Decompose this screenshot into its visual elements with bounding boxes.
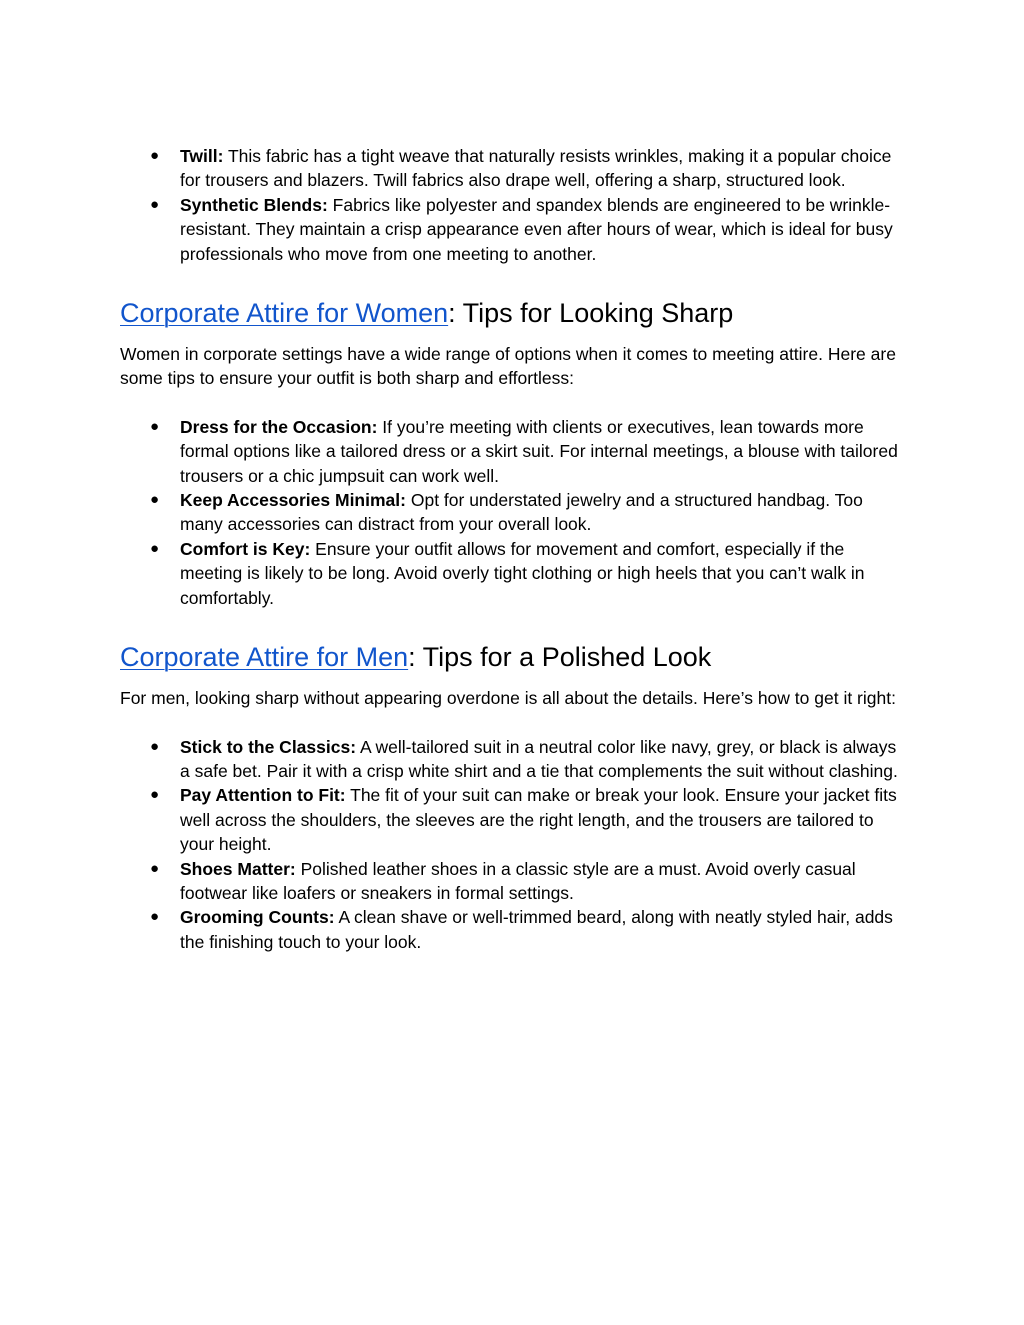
list-item-term: Twill:: [180, 146, 224, 166]
list-item-term: Comfort is Key:: [180, 538, 311, 559]
list-item-text: Fabrics like polyester and spandex blends are engineered to be wrinkle-resistant. They maintain a crisp appearance even after hours of wear, which is ideal for busy professionals who move from one meeting to another.: [180, 194, 893, 264]
bullet-icon: ●: [150, 908, 160, 926]
fabric-list: [120, 144, 910, 266]
list-item-text: If you’re meeting with clients or executives, lean towards more formal options like a tailored dress or a skirt suit. For internal meetings, a blouse with tailored trousers or a chic jumpsuit can work well.: [180, 416, 898, 486]
list-item-text: Ensure your outfit allows for movement and comfort, especially if the meeting is likely to be long. Avoid overly tight clothing or high heels that you can’t walk in comfortably.: [180, 538, 865, 608]
bullet-icon: ●: [150, 491, 160, 509]
bullet-icon: ●: [150, 195, 160, 213]
men-tips-list: [120, 735, 910, 955]
list-item: [120, 783, 910, 856]
women-intro-paragraph: Women in corporate settings have a wide range of options when it comes to meeting attire. Here are some tips to ensure your outfit is both sharp and effortless:: [120, 344, 896, 389]
list-item: [120, 905, 910, 954]
men-section-heading: [120, 640, 910, 674]
list-item-text: A clean shave or well-trimmed beard, along with neatly styled hair, adds the finishing touch to your look.: [180, 907, 893, 952]
list-item: [120, 537, 910, 610]
list-item-text: Opt for understated jewelry and a structured handbag. Too many accessories can distract from your overall look.: [180, 490, 863, 535]
list-item: [120, 735, 910, 784]
bullet-icon: ●: [150, 859, 160, 877]
bullet-icon: ●: [150, 786, 160, 804]
list-item-term: Keep Accessories Minimal:: [180, 490, 406, 511]
list-item-text: A well-tailored suit in a neutral color like navy, grey, or black is always a safe bet. Pair it with a crisp white shirt and a tie that complements the suit without clashing.: [180, 736, 898, 781]
list-item-term: Synthetic Blends:: [180, 194, 328, 215]
women-heading-rest: : Tips for Looking Sharp: [448, 298, 734, 329]
men-attire-link[interactable]: Corporate Attire for Men: [120, 642, 409, 673]
bullet-icon: ●: [150, 737, 160, 755]
women-tips-list: [120, 415, 910, 610]
bullet-icon: ●: [150, 539, 160, 557]
list-item: [120, 144, 910, 193]
list-item-text: This fabric has a tight weave that naturally resists wrinkles, making it a popular choice for trousers and blazers. Twill fabrics also drape well, offering a sharp, structured look.: [180, 146, 892, 191]
list-item: [120, 193, 910, 266]
list-item: [120, 488, 910, 537]
list-item-text: The fit of your suit can make or break your look. Ensure your jacket fits well across the shoulders, the sleeves are the right length, and the trousers are tailored to your height.: [180, 785, 897, 855]
women-section-heading: [120, 296, 910, 330]
bullet-icon: ●: [150, 147, 160, 164]
women-attire-link[interactable]: Corporate Attire for Women: [120, 298, 449, 329]
men-heading-rest: : Tips for a Polished Look: [408, 642, 712, 673]
list-item: [120, 857, 910, 906]
list-item-term: Stick to the Classics:: [180, 736, 357, 757]
list-item: [120, 415, 910, 488]
document-page: [120, 144, 910, 954]
bullet-icon: ●: [150, 417, 160, 435]
list-item-term: Grooming Counts:: [180, 907, 335, 928]
list-item-term: Pay Attention to Fit:: [180, 785, 346, 806]
men-intro-paragraph: For men, looking sharp without appearing overdone is all about the details. Here’s how to get it right:: [120, 688, 896, 709]
list-item-term: Dress for the Occasion:: [180, 416, 378, 437]
list-item-text: Polished leather shoes in a classic style are a must. Avoid overly casual footwear like loafers or sneakers in formal settings.: [180, 858, 856, 903]
list-item-term: Shoes Matter:: [180, 858, 296, 879]
